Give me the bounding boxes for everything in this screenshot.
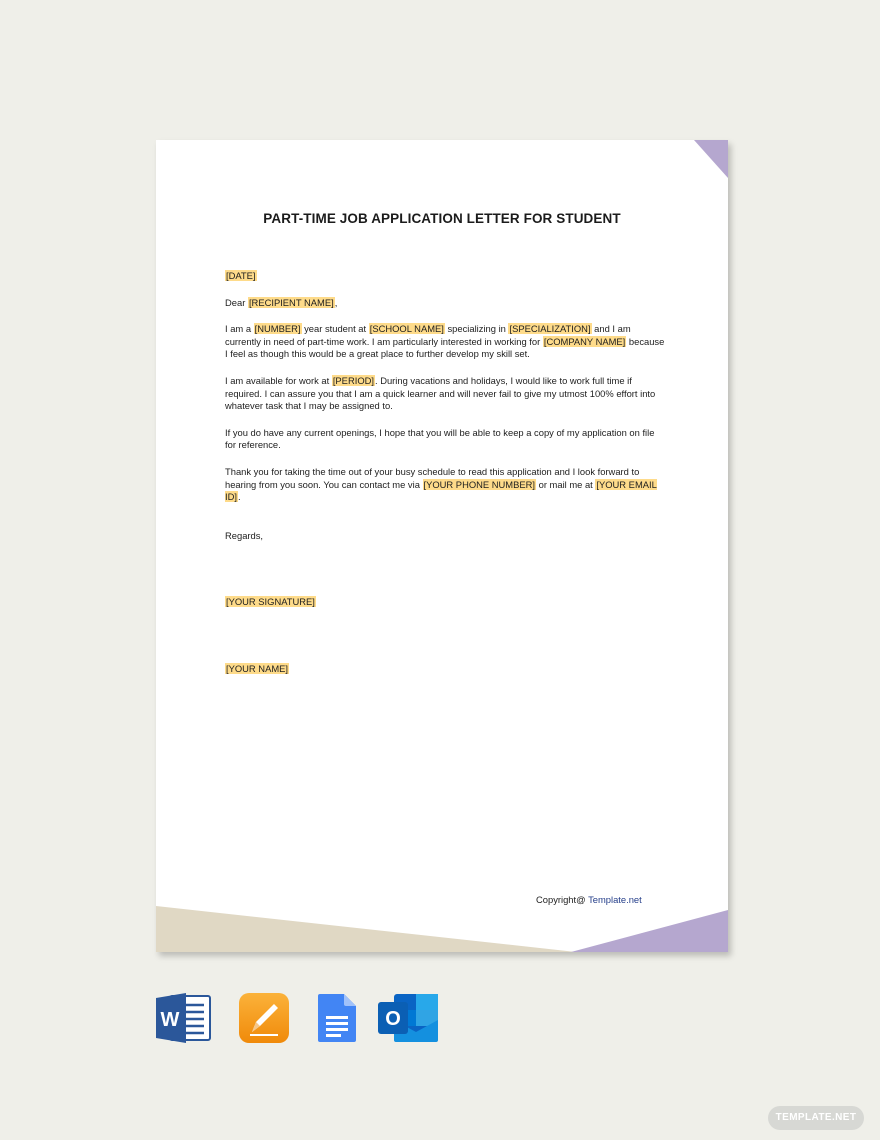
date-placeholder: [DATE] (226, 270, 256, 281)
letter-page (156, 140, 728, 952)
name-placeholder: [YOUR NAME] (226, 662, 288, 674)
outlook-icon[interactable] (378, 992, 440, 1044)
signature-placeholder: [YOUR SIGNATURE] (226, 596, 315, 608)
paragraph-1: I am a [NUMBER] year student at [SCHOOL NAME] specializing in [SPECIALIZATION] and I am currently in need of part-time work. I am particularly interested in working for [COMPANY NAME] because I feel as though this would be a great place to further develop my skill set. (225, 323, 665, 360)
date-line (225, 270, 665, 283)
copyright: Copyright@ Template.net (536, 894, 642, 905)
corner-decoration (694, 140, 728, 178)
number-placeholder: [NUMBER] (254, 323, 301, 335)
copyright-link[interactable]: Template.net (588, 894, 642, 905)
paragraph-2: I am available for work at [PERIOD]. During vacations and holidays, I would like to work full time if required. I can assure you that I am a quick learner and will never fail to give my utmost 100% effort into whatever task that I may be assigned to. (225, 374, 656, 412)
outlook-letter: O (385, 1008, 401, 1030)
google-docs-icon[interactable] (316, 992, 360, 1044)
word-icon[interactable] (156, 992, 212, 1044)
recipient-placeholder: [RECIPIENT NAME] (248, 296, 334, 308)
name-line (225, 663, 665, 676)
paragraph-4: Thank you for taking the time out of your busy schedule to read this application and I look forward to hearing from you soon. You can contact me via [YOUR PHONE NUMBER] or mail me at [YOUR EMAIL ID]. (225, 465, 657, 503)
phone-placeholder: [YOUR PHONE NUMBER] (423, 478, 535, 490)
school-placeholder: [SCHOOL NAME] (369, 323, 444, 335)
company-placeholder: [COMPANY NAME] (543, 335, 626, 347)
word-letter: W (160, 1009, 180, 1031)
template-net-watermark[interactable]: TEMPLATE.NET (768, 1106, 864, 1130)
pages-icon[interactable] (238, 992, 290, 1044)
closing: Regards, (225, 529, 264, 541)
period-placeholder: [PERIOD] (332, 374, 374, 386)
salutation: Dear [RECIPIENT NAME], (225, 296, 338, 308)
paragraph-3: If you do have any current openings, I hope that you will be able to keep a copy of my application on file for reference. (225, 426, 655, 451)
letter-body (225, 270, 665, 690)
email-placeholder: [YOUR EMAIL ID] (225, 478, 657, 503)
specialization-placeholder: [SPECIALIZATION] (509, 323, 591, 335)
document-title: PART-TIME JOB APPLICATION LETTER FOR STUDENT (263, 211, 621, 226)
signature-line (225, 596, 665, 609)
